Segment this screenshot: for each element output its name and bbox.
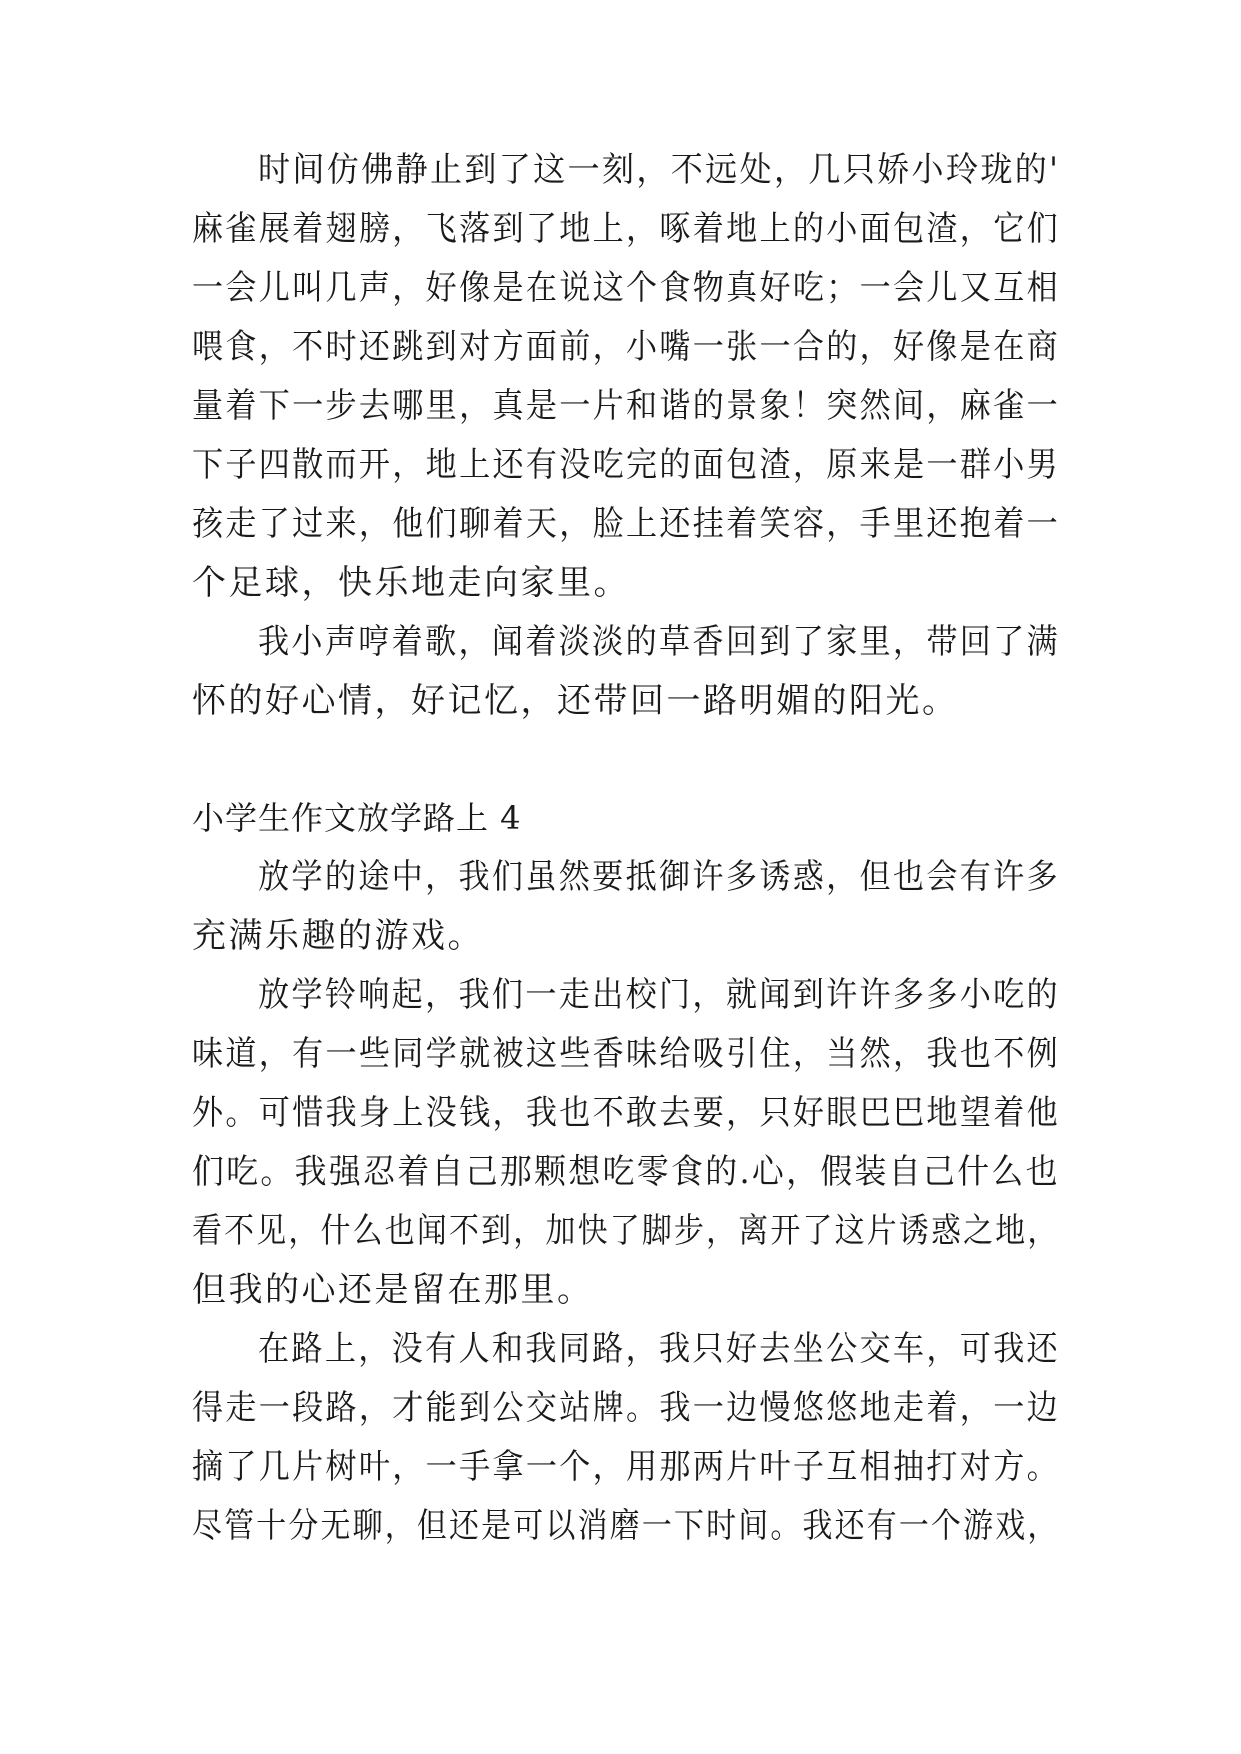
text-line: 在路上，没有人和我同路，我只好去坐公交车，可我还 bbox=[258, 1329, 1060, 1369]
text-line: 尽管十分无聊，但还是可以消磨一下时间。我还有一个游戏， bbox=[192, 1506, 1060, 1546]
text-line: 孩走了过来，他们聊着天，脸上还挂着笑容，手里还抱着一 bbox=[192, 504, 1060, 544]
text-line: 们吃。我强忍着自己那颗想吃零食的.心，假装自己什么也 bbox=[192, 1152, 1060, 1192]
text-line: 味道，有一些同学就被这些香味给吸引住，当然，我也不例 bbox=[192, 1034, 1060, 1074]
text-line: 喂食，不时还跳到对方面前，小嘴一张一合的，好像是在商 bbox=[192, 327, 1060, 367]
text-line: 时间仿佛静止到了这一刻，不远处，几只娇小玲珑的' bbox=[258, 150, 1061, 190]
text-line: 充满乐趣的游戏。 bbox=[192, 916, 484, 956]
section-heading: 小学生作文放学路上 4 bbox=[192, 799, 522, 837]
text-line: 量着下一步去哪里，真是一片和谐的景象！突然间，麻雀一 bbox=[192, 386, 1060, 426]
text-line: 下子四散而开，地上还有没吃完的面包渣，原来是一群小男 bbox=[192, 445, 1060, 485]
text-line: 放学的途中，我们虽然要抵御许多诱惑，但也会有许多 bbox=[258, 857, 1060, 897]
text-line: 放学铃响起，我们一走出校门，就闻到许许多多小吃的 bbox=[258, 975, 1060, 1015]
text-line: 我小声哼着歌，闻着淡淡的草香回到了家里，带回了满 bbox=[258, 622, 1060, 662]
text-line: 但我的心还是留在那里。 bbox=[192, 1270, 594, 1310]
text-line: 看不见，什么也闻不到，加快了脚步，离开了这片诱惑之地， bbox=[192, 1211, 1060, 1251]
text-line: 摘了几片树叶，一手拿一个，用那两片叶子互相抽打对方。 bbox=[192, 1447, 1060, 1487]
text-line: 得走一段路，才能到公交站牌。我一边慢悠悠地走着，一边 bbox=[192, 1388, 1060, 1428]
text-line: 个足球，快乐地走向家里。 bbox=[192, 563, 630, 603]
text-line: 一会儿叫几声，好像是在说这个食物真好吃；一会儿又互相 bbox=[192, 268, 1060, 308]
text-line: 怀的好心情，好记忆，还带回一路明媚的阳光。 bbox=[192, 681, 959, 721]
text-line: 外。可惜我身上没钱，我也不敢去要，只好眼巴巴地望着他 bbox=[192, 1093, 1060, 1133]
text-line: 麻雀展着翅膀，飞落到了地上，啄着地上的小面包渣，它们 bbox=[192, 209, 1060, 249]
